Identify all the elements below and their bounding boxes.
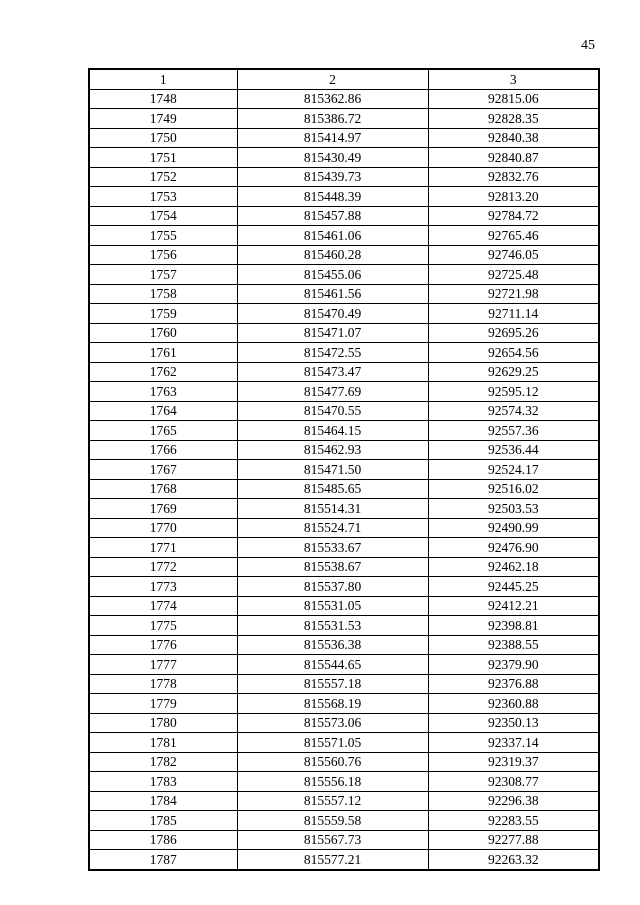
table-body (89, 89, 599, 870)
table-row (89, 674, 599, 694)
x-coordinate-cell: 815577.21 (237, 850, 428, 870)
x-coordinate-cell: 815455.06 (237, 265, 428, 285)
y-coordinate-cell: 92337.14 (428, 733, 599, 753)
point-number-cell: 1786 (89, 830, 237, 850)
x-coordinate-cell: 815485.65 (237, 479, 428, 499)
y-coordinate-cell: 92503.53 (428, 499, 599, 519)
point-number-cell: 1776 (89, 635, 237, 655)
point-number-cell: 1772 (89, 557, 237, 577)
x-coordinate-cell: 815457.88 (237, 206, 428, 226)
x-coordinate-cell: 815460.28 (237, 245, 428, 265)
point-number-cell: 1756 (89, 245, 237, 265)
point-number-cell: 1769 (89, 499, 237, 519)
x-coordinate-cell: 815472.55 (237, 343, 428, 363)
table-row (89, 479, 599, 499)
table-row (89, 382, 599, 402)
y-coordinate-cell: 92263.32 (428, 850, 599, 870)
y-coordinate-cell: 92319.37 (428, 752, 599, 772)
x-coordinate-cell: 815362.86 (237, 89, 428, 109)
y-coordinate-cell: 92296.38 (428, 791, 599, 811)
x-coordinate-cell: 815571.05 (237, 733, 428, 753)
point-number-cell: 1749 (89, 109, 237, 129)
point-number-cell: 1774 (89, 596, 237, 616)
y-coordinate-cell: 92350.13 (428, 713, 599, 733)
x-coordinate-cell: 815531.53 (237, 616, 428, 636)
point-number-cell: 1779 (89, 694, 237, 714)
table-row (89, 811, 599, 831)
column-header-x: 2 (237, 69, 428, 89)
point-number-cell: 1778 (89, 674, 237, 694)
point-number-cell: 1785 (89, 811, 237, 831)
table-row (89, 265, 599, 285)
x-coordinate-cell: 815556.18 (237, 772, 428, 792)
y-coordinate-cell: 92557.36 (428, 421, 599, 441)
y-coordinate-cell: 92695.26 (428, 323, 599, 343)
y-coordinate-cell: 92840.87 (428, 148, 599, 168)
y-coordinate-cell: 92388.55 (428, 635, 599, 655)
column-header-y: 3 (428, 69, 599, 89)
x-coordinate-cell: 815514.31 (237, 499, 428, 519)
x-coordinate-cell: 815559.58 (237, 811, 428, 831)
point-number-cell: 1777 (89, 655, 237, 675)
y-coordinate-cell: 92711.14 (428, 304, 599, 324)
page-number: 45 (581, 38, 595, 53)
x-coordinate-cell: 815470.49 (237, 304, 428, 324)
y-coordinate-cell: 92398.81 (428, 616, 599, 636)
x-coordinate-cell: 815557.12 (237, 791, 428, 811)
coordinates-table (88, 68, 600, 871)
x-coordinate-cell: 815461.56 (237, 284, 428, 304)
y-coordinate-cell: 92462.18 (428, 557, 599, 577)
point-number-cell: 1773 (89, 577, 237, 597)
table-row (89, 401, 599, 421)
table-row (89, 772, 599, 792)
y-coordinate-cell: 92476.90 (428, 538, 599, 558)
table-row (89, 109, 599, 129)
x-coordinate-cell: 815477.69 (237, 382, 428, 402)
y-coordinate-cell: 92536.44 (428, 440, 599, 460)
x-coordinate-cell: 815439.73 (237, 167, 428, 187)
table-row (89, 284, 599, 304)
point-number-cell: 1783 (89, 772, 237, 792)
y-coordinate-cell: 92277.88 (428, 830, 599, 850)
table-row (89, 655, 599, 675)
table-row (89, 343, 599, 363)
y-coordinate-cell: 92629.25 (428, 362, 599, 382)
table-row (89, 596, 599, 616)
table-row (89, 148, 599, 168)
y-coordinate-cell: 92840.38 (428, 128, 599, 148)
y-coordinate-cell: 92412.21 (428, 596, 599, 616)
table-row (89, 616, 599, 636)
table-row (89, 460, 599, 480)
table-row (89, 167, 599, 187)
x-coordinate-cell: 815471.07 (237, 323, 428, 343)
y-coordinate-cell: 92813.20 (428, 187, 599, 207)
point-number-cell: 1758 (89, 284, 237, 304)
point-number-cell: 1748 (89, 89, 237, 109)
x-coordinate-cell: 815462.93 (237, 440, 428, 460)
table-row (89, 187, 599, 207)
y-coordinate-cell: 92784.72 (428, 206, 599, 226)
point-number-cell: 1750 (89, 128, 237, 148)
x-coordinate-cell: 815573.06 (237, 713, 428, 733)
table-row (89, 323, 599, 343)
x-coordinate-cell: 815557.18 (237, 674, 428, 694)
point-number-cell: 1751 (89, 148, 237, 168)
table-row (89, 304, 599, 324)
point-number-cell: 1784 (89, 791, 237, 811)
table-row (89, 538, 599, 558)
x-coordinate-cell: 815464.15 (237, 421, 428, 441)
x-coordinate-cell: 815531.05 (237, 596, 428, 616)
point-number-cell: 1762 (89, 362, 237, 382)
table-row (89, 128, 599, 148)
table-row (89, 245, 599, 265)
point-number-cell: 1771 (89, 538, 237, 558)
table-row (89, 733, 599, 753)
y-coordinate-cell: 92765.46 (428, 226, 599, 246)
point-number-cell: 1766 (89, 440, 237, 460)
point-number-cell: 1781 (89, 733, 237, 753)
table-row (89, 830, 599, 850)
y-coordinate-cell: 92283.55 (428, 811, 599, 831)
y-coordinate-cell: 92524.17 (428, 460, 599, 480)
table-row (89, 421, 599, 441)
table-row (89, 518, 599, 538)
point-number-cell: 1775 (89, 616, 237, 636)
y-coordinate-cell: 92574.32 (428, 401, 599, 421)
table-row (89, 362, 599, 382)
point-number-cell: 1765 (89, 421, 237, 441)
y-coordinate-cell: 92595.12 (428, 382, 599, 402)
x-coordinate-cell: 815544.65 (237, 655, 428, 675)
x-coordinate-cell: 815448.39 (237, 187, 428, 207)
y-coordinate-cell: 92308.77 (428, 772, 599, 792)
point-number-cell: 1787 (89, 850, 237, 870)
x-coordinate-cell: 815470.55 (237, 401, 428, 421)
x-coordinate-cell: 815461.06 (237, 226, 428, 246)
y-coordinate-cell: 92832.76 (428, 167, 599, 187)
point-number-cell: 1753 (89, 187, 237, 207)
y-coordinate-cell: 92445.25 (428, 577, 599, 597)
table-row (89, 577, 599, 597)
point-number-cell: 1782 (89, 752, 237, 772)
x-coordinate-cell: 815524.71 (237, 518, 428, 538)
point-number-cell: 1780 (89, 713, 237, 733)
point-number-cell: 1755 (89, 226, 237, 246)
table-header-row (89, 69, 599, 89)
y-coordinate-cell: 92516.02 (428, 479, 599, 499)
point-number-cell: 1760 (89, 323, 237, 343)
x-coordinate-cell: 815537.80 (237, 577, 428, 597)
table-row (89, 635, 599, 655)
point-number-cell: 1759 (89, 304, 237, 324)
table-row (89, 206, 599, 226)
x-coordinate-cell: 815386.72 (237, 109, 428, 129)
y-coordinate-cell: 92725.48 (428, 265, 599, 285)
point-number-cell: 1757 (89, 265, 237, 285)
x-coordinate-cell: 815471.50 (237, 460, 428, 480)
table-row (89, 89, 599, 109)
point-number-cell: 1763 (89, 382, 237, 402)
x-coordinate-cell: 815414.97 (237, 128, 428, 148)
x-coordinate-cell: 815536.38 (237, 635, 428, 655)
table-row (89, 226, 599, 246)
x-coordinate-cell: 815473.47 (237, 362, 428, 382)
table-row (89, 440, 599, 460)
table-row (89, 791, 599, 811)
point-number-cell: 1768 (89, 479, 237, 499)
table-row (89, 694, 599, 714)
x-coordinate-cell: 815560.76 (237, 752, 428, 772)
point-number-cell: 1764 (89, 401, 237, 421)
x-coordinate-cell: 815567.73 (237, 830, 428, 850)
table-row (89, 713, 599, 733)
column-header-point: 1 (89, 69, 237, 89)
y-coordinate-cell: 92379.90 (428, 655, 599, 675)
x-coordinate-cell: 815568.19 (237, 694, 428, 714)
x-coordinate-cell: 815430.49 (237, 148, 428, 168)
y-coordinate-cell: 92490.99 (428, 518, 599, 538)
y-coordinate-cell: 92721.98 (428, 284, 599, 304)
table-row (89, 557, 599, 577)
y-coordinate-cell: 92360.88 (428, 694, 599, 714)
y-coordinate-cell: 92654.56 (428, 343, 599, 363)
table-row (89, 850, 599, 870)
point-number-cell: 1754 (89, 206, 237, 226)
point-number-cell: 1761 (89, 343, 237, 363)
point-number-cell: 1752 (89, 167, 237, 187)
y-coordinate-cell: 92828.35 (428, 109, 599, 129)
y-coordinate-cell: 92815.06 (428, 89, 599, 109)
table-row (89, 499, 599, 519)
y-coordinate-cell: 92746.05 (428, 245, 599, 265)
table-row (89, 752, 599, 772)
x-coordinate-cell: 815533.67 (237, 538, 428, 558)
point-number-cell: 1770 (89, 518, 237, 538)
point-number-cell: 1767 (89, 460, 237, 480)
y-coordinate-cell: 92376.88 (428, 674, 599, 694)
x-coordinate-cell: 815538.67 (237, 557, 428, 577)
